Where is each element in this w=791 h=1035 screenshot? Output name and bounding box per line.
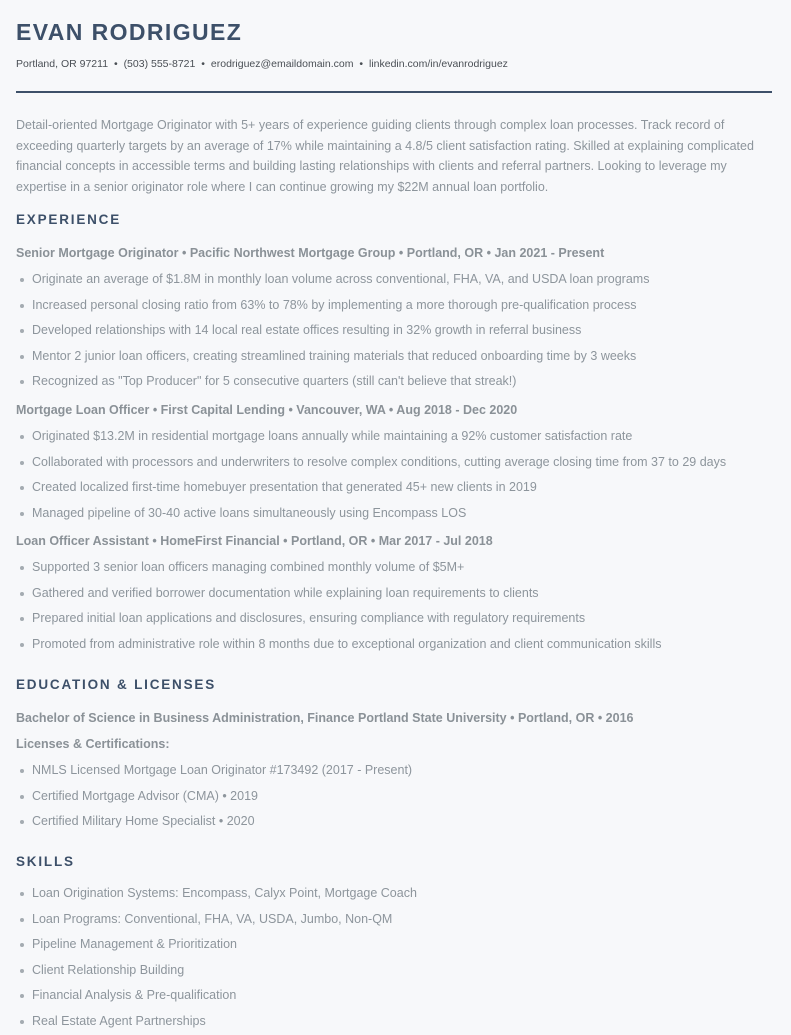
degree-line: Bachelor of Science in Business Administration, Finance Portland State University • Portland, OR • 2016 xyxy=(16,711,634,725)
job-bullet-list xyxy=(16,267,772,395)
list-item xyxy=(16,318,772,344)
list-item-text: Collaborated with processors and underwriters to resolve complex conditions, cutting average closing time from 37 to 29 days xyxy=(32,454,727,469)
job-title: Mortgage Loan Officer • First Capital Lending • Vancouver, WA • Aug 2018 - Dec 2020 xyxy=(16,403,518,417)
professional-summary: Detail-oriented Mortgage Originator with 5+ years of experience guiding clients through complex loan processes. Track record of exceeding quarterly targets by an average of 17% while maintaining a 4.8/5 client satisfaction rating. Skilled at explaining complicated financial concepts in accessible terms and building lasting relationships with clients and referral partners. Looking to leverage my expertise in a senior originator role where I can continue growing my $22M annual loan portfolio. xyxy=(16,118,754,194)
contact-separator: • xyxy=(359,58,364,70)
list-item-text: Managed pipeline of 30-40 active loans simultaneously using Encompass LOS xyxy=(32,505,467,520)
list-item-text: NMLS Licensed Mortgage Loan Originator #173492 (2017 - Present) xyxy=(32,763,413,777)
bullet-icon xyxy=(20,1020,24,1024)
bullet-icon xyxy=(20,969,24,973)
list-item xyxy=(16,369,772,395)
list-item xyxy=(16,809,772,835)
list-item-text: Gathered and verified borrower documentation while explaining loan requirements to clients xyxy=(32,585,539,600)
list-item-text: Financial Analysis & Pre-qualification xyxy=(32,988,237,1003)
list-item xyxy=(16,475,772,501)
bullet-icon xyxy=(20,380,24,384)
education-heading: EDUCATION & LICENSES xyxy=(16,677,217,692)
contact-line xyxy=(16,58,508,70)
bullet-icon xyxy=(20,643,24,647)
list-item xyxy=(16,932,772,958)
list-item xyxy=(16,581,772,607)
licenses-list xyxy=(16,758,772,835)
list-item-text: Mentor 2 junior loan officers, creating streamlined training materials that reduced onboarding time by 3 weeks xyxy=(32,348,637,363)
resume-name: EVAN RODRIGUEZ xyxy=(16,19,243,45)
bullet-icon xyxy=(20,566,24,570)
bullet-icon xyxy=(20,304,24,308)
bullet-icon xyxy=(20,769,24,773)
job-bullet-list xyxy=(16,555,772,657)
list-item-text: Loan Origination Systems: Encompass, Calyx Point, Mortgage Coach xyxy=(32,886,417,900)
list-item-text: Prepared initial loan applications and disclosures, ensuring compliance with regulatory requirements xyxy=(32,611,586,626)
list-item xyxy=(16,606,772,632)
list-item-text: Recognized as "Top Producer" for 5 consecutive quarters (still can't believe that streak!) xyxy=(32,374,517,389)
list-item xyxy=(16,758,772,784)
bullet-icon xyxy=(20,892,24,896)
contact-email: erodriguez@emaildomain.com xyxy=(210,58,354,70)
list-item-text: Pipeline Management & Prioritization xyxy=(32,937,237,952)
list-item-text: Increased personal closing ratio from 63% to 78% by implementing a more thorough pre-qualification process xyxy=(32,297,637,312)
list-item xyxy=(16,958,772,984)
list-item xyxy=(16,293,772,319)
contact-linkedin: linkedin.com/in/evanrodriguez xyxy=(369,58,508,70)
bullet-icon xyxy=(20,918,24,922)
list-item xyxy=(16,267,772,293)
list-item-text: Certified Military Home Specialist • 2020 xyxy=(32,814,255,829)
contact-separator: • xyxy=(113,58,118,70)
list-item xyxy=(16,983,772,1009)
skills-heading: SKILLS xyxy=(16,854,75,869)
list-item xyxy=(16,501,772,527)
bullet-icon xyxy=(20,795,24,799)
bullet-icon xyxy=(20,820,24,824)
contact-phone: (503) 555-8721 xyxy=(123,58,196,70)
list-item xyxy=(16,1009,772,1035)
list-item-text: Supported 3 senior loan officers managing combined monthly volume of $5M+ xyxy=(32,560,465,574)
list-item-text: Client Relationship Building xyxy=(32,962,185,977)
experience-heading: EXPERIENCE xyxy=(16,212,122,227)
list-item xyxy=(16,555,772,581)
job-title: Senior Mortgage Originator • Pacific Northwest Mortgage Group • Portland, OR • Jan 2021 - Present xyxy=(16,246,605,260)
list-item-text: Promoted from administrative role within 8 months due to exceptional organization and client communication skills xyxy=(32,636,662,651)
list-item-text: Loan Programs: Conventional, FHA, VA, USDA, Jumbo, Non-QM xyxy=(32,911,393,926)
list-item-text: Originated $13.2M in residential mortgage loans annually while maintaining a 92% customer satisfaction rate xyxy=(32,429,633,443)
contact-location: Portland, OR 97211 xyxy=(16,58,109,70)
list-item-text: Real Estate Agent Partnerships xyxy=(32,1013,206,1028)
bullet-icon xyxy=(20,355,24,359)
header-divider xyxy=(16,91,772,93)
list-item xyxy=(16,424,772,450)
list-item xyxy=(16,784,772,810)
bullet-icon xyxy=(20,278,24,282)
bullet-icon xyxy=(20,329,24,333)
list-item xyxy=(16,881,772,907)
bullet-icon xyxy=(20,943,24,947)
bullet-icon xyxy=(20,486,24,490)
skills-list xyxy=(16,881,772,1035)
list-item xyxy=(16,450,772,476)
licenses-heading: Licenses & Certifications: xyxy=(16,737,170,751)
list-item-text: Created localized first-time homebuyer presentation that generated 45+ new clients in 2019 xyxy=(32,480,537,495)
job-title: Loan Officer Assistant • HomeFirst Financial • Portland, OR • Mar 2017 - Jul 2018 xyxy=(16,534,493,548)
bullet-icon xyxy=(20,435,24,439)
list-item xyxy=(16,907,772,933)
job-bullet-list xyxy=(16,424,772,526)
list-item xyxy=(16,632,772,658)
list-item-text: Certified Mortgage Advisor (CMA) • 2019 xyxy=(32,788,258,803)
bullet-icon xyxy=(20,512,24,516)
bullet-icon xyxy=(20,592,24,596)
list-item-text: Originate an average of $1.8M in monthly loan volume across conventional, FHA, VA, and USDA loan programs xyxy=(32,272,650,286)
bullet-icon xyxy=(20,461,24,465)
bullet-icon xyxy=(20,994,24,998)
list-item xyxy=(16,344,772,370)
bullet-icon xyxy=(20,617,24,621)
contact-separator: • xyxy=(201,58,205,70)
list-item-text: Developed relationships with 14 local real estate offices resulting in 32% growth in referral business xyxy=(32,323,582,338)
